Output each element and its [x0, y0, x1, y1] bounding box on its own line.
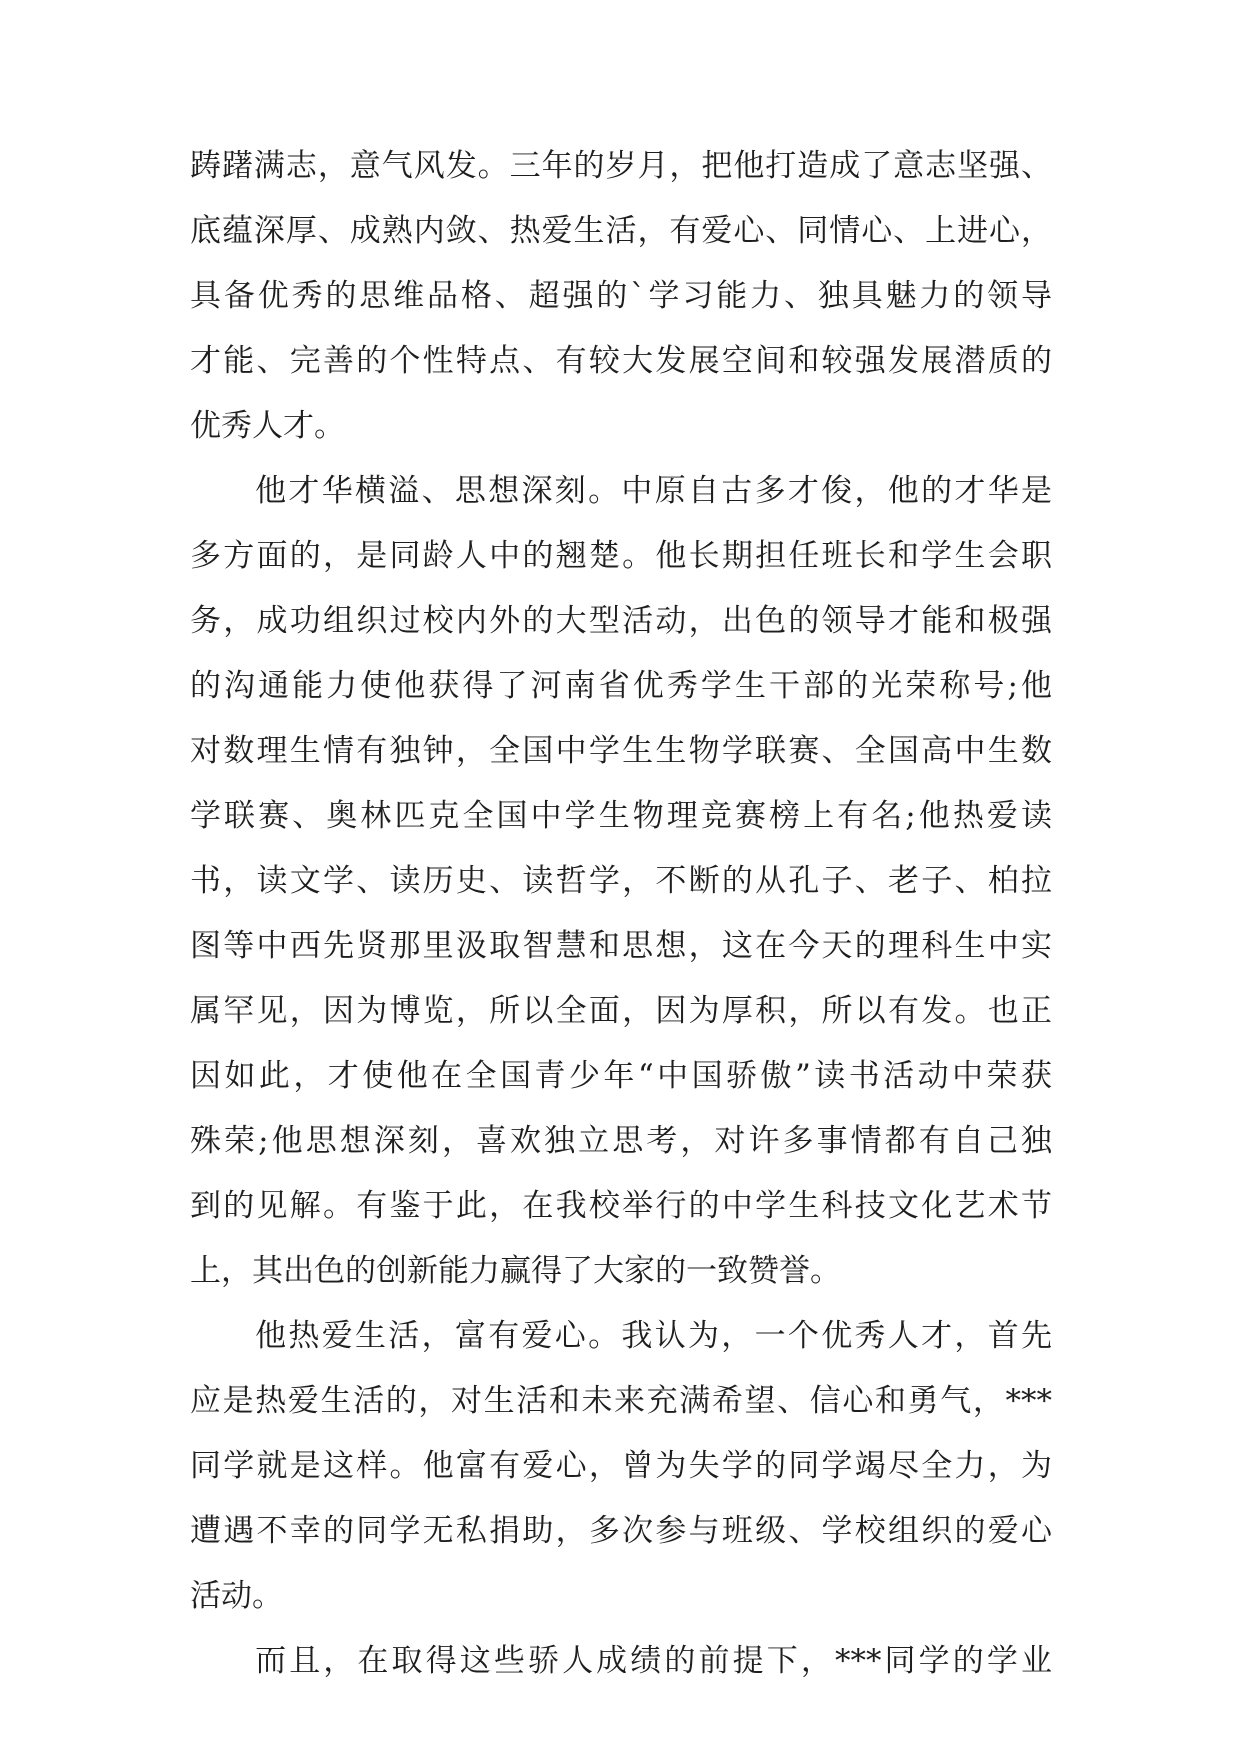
paragraph-2	[190, 459, 1052, 1304]
text-line: 活动。	[190, 1578, 283, 1614]
text-line: 同学就是这样。他富有爱心，曾为失学的同学竭尽全力，为	[190, 1448, 1052, 1484]
text-line: 务，成功组织过校内外的大型活动，出色的领导才能和极强	[190, 603, 1052, 639]
text-line: 殊荣;他思想深刻，喜欢独立思考，对许多事情都有自己独	[190, 1123, 1052, 1159]
document-body	[190, 134, 1052, 1694]
text-line: 应是热爱生活的，对生活和未来充满希望、信心和勇气，***	[190, 1383, 1052, 1419]
text-line: 对数理生情有独钟，全国中学生生物学联赛、全国高中生数	[190, 733, 1052, 769]
text-line: 学联赛、奥林匹克全国中学生物理竞赛榜上有名;他热爱读	[190, 798, 1052, 834]
text-line: 因如此，才使他在全国青少年“中国骄傲”读书活动中荣获	[190, 1058, 1052, 1094]
text-line: 到的见解。有鉴于此，在我校举行的中学生科技文化艺术节	[190, 1188, 1052, 1224]
text-line: 底蕴深厚、成熟内敛、热爱生活，有爱心、同情心、上进心，	[190, 213, 1052, 249]
text-line: 优秀人才。	[190, 408, 345, 444]
text-line: 多方面的，是同龄人中的翘楚。他长期担任班长和学生会职	[190, 538, 1052, 574]
text-line: 上，其出色的创新能力赢得了大家的一致赞誉。	[190, 1253, 841, 1289]
text-line: 遭遇不幸的同学无私捐助，多次参与班级、学校组织的爱心	[190, 1513, 1052, 1549]
text-line: 才能、完善的个性特点、有较大发展空间和较强发展潜质的	[190, 343, 1052, 379]
text-line: 图等中西先贤那里汲取智慧和思想，这在今天的理科生中实	[190, 928, 1052, 964]
text-line: 他热爱生活，富有爱心。我认为，一个优秀人才，首先	[255, 1318, 1052, 1354]
paragraph-4	[190, 1629, 1052, 1694]
text-line: 踌躇满志，意气风发。三年的岁月，把他打造成了意志坚强、	[190, 148, 1052, 184]
text-line: 他才华横溢、思想深刻。中原自古多才俊，他的才华是	[255, 473, 1052, 509]
text-line: 具备优秀的思维品格、超强的`学习能力、独具魅力的领导	[190, 278, 1052, 314]
text-line: 属罕见，因为博览，所以全面，因为厚积，所以有发。也正	[190, 993, 1052, 1029]
text-line: 的沟通能力使他获得了河南省优秀学生干部的光荣称号;他	[190, 668, 1052, 704]
text-line: 书，读文学、读历史、读哲学，不断的从孔子、老子、柏拉	[190, 863, 1052, 899]
paragraph-3	[190, 1304, 1052, 1629]
text-line: 而且，在取得这些骄人成绩的前提下，***同学的学业	[255, 1643, 1052, 1679]
paragraph-1	[190, 134, 1052, 459]
